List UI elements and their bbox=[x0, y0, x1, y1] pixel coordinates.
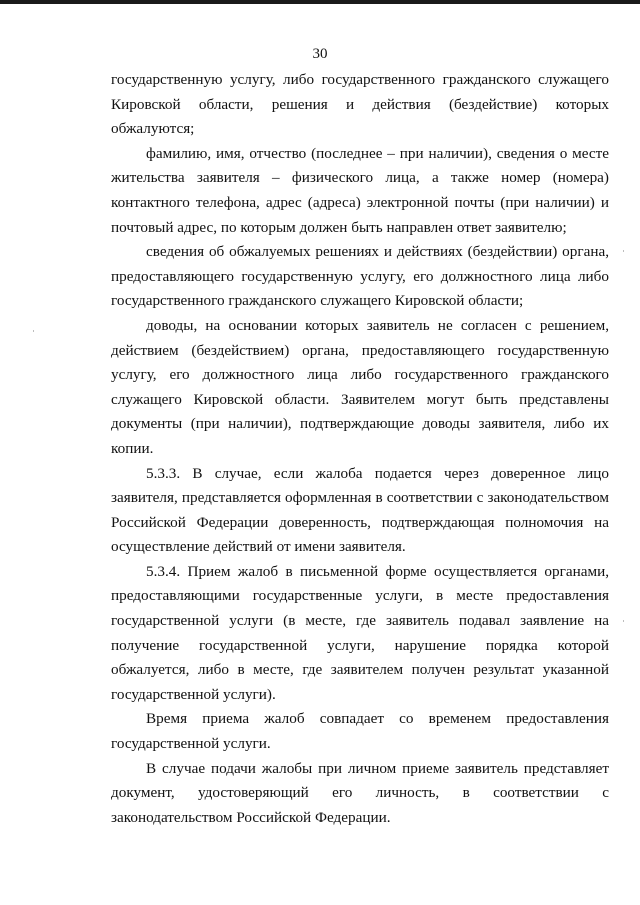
document-body bbox=[111, 68, 609, 830]
scan-speck bbox=[623, 620, 624, 622]
scan-speck bbox=[623, 250, 624, 252]
page-top-border bbox=[0, 0, 640, 4]
paragraph-personal-reception: В случае подачи жалобы при личном приеме заявитель представляет документ, удостоверяющий его личность, в соответствии с законодательством Российской Федерации. bbox=[111, 759, 609, 826]
page-number: 30 bbox=[312, 46, 328, 62]
paragraph-applicant-details: фамилию, имя, отчество (последнее – при наличии), сведения о месте жительства заявителя – физического лица, а также номер (номера) контактного телефона, адрес (адреса) электронной почты (при наличии) и почтовый адрес, по которым должен быть направлен ответ заявителю; bbox=[111, 144, 609, 236]
paragraph-appealed-decisions: сведения об обжалуемых решениях и действиях (бездействии) органа, предоставляющего государственную услугу, его должностного лица либо государственного гражданского служащего Кировской области; bbox=[111, 243, 609, 310]
scan-speck bbox=[33, 330, 34, 332]
paragraph-5-3-4: 5.3.4. Прием жалоб в письменной форме осуществляется органами, предоставляющими государственные услуги, в месте предоставления государственной услуги (в месте, где заявитель подавал заявление на получение государственной услуги, нарушение порядка которой обжалуется, либо в месте, где заявителем получен результат указанной государственной услуги). bbox=[111, 562, 609, 703]
paragraph-arguments: доводы, на основании которых заявитель не согласен с решением, действием (бездействием) органа, предоставляющего государственную услугу, его должностного лица либо государственного гражданского служащего Кировской области. Заявителем могут быть представлены документы (при наличии), подтверждающие доводы заявителя, либо их копии. bbox=[111, 316, 609, 457]
paragraph-continuation: государственную услугу, либо государственного гражданского служащего Кировской области, решения и действия (бездействие) которых обжалуются; bbox=[111, 71, 609, 138]
paragraph-reception-time: Время приема жалоб совпадает со временем предоставления государственной услуги. bbox=[111, 710, 609, 753]
paragraph-5-3-3: 5.3.3. В случае, если жалоба подается через доверенное лицо заявителя, представляется оформленная в соответствии с законодательством Российской Федерации доверенность, подтверждающая полномочия на осуществление действий от имени заявителя. bbox=[111, 464, 609, 556]
